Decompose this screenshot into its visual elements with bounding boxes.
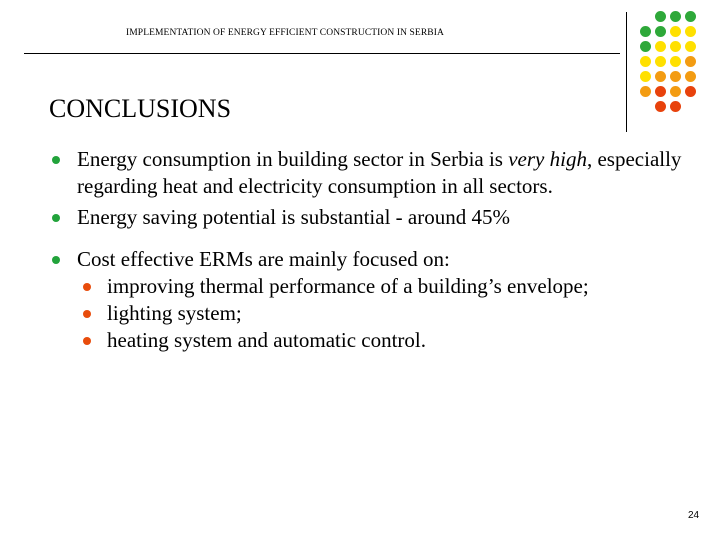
header-title: IMPLEMENTATION OF ENERGY EFFICIENT CONSTRUCTION IN SERBIA: [126, 28, 444, 38]
bullet-dot-icon: [52, 214, 60, 222]
decorative-dot: [685, 71, 696, 82]
decorative-dot: [670, 11, 681, 22]
bullet-list: [49, 146, 689, 354]
decorative-dot: [670, 101, 681, 112]
decorative-dot: [640, 56, 651, 67]
decorative-dot: [655, 11, 666, 22]
decorative-dot: [640, 11, 651, 22]
sub-bullet-item: [77, 273, 689, 300]
sub-bullet-dot-icon: [83, 337, 91, 345]
decorative-dot: [685, 101, 696, 112]
decorative-dot: [670, 26, 681, 37]
decorative-dot: [655, 86, 666, 97]
bullet-text: Energy saving potential is substantial - around 45%: [77, 205, 510, 229]
decorative-dot: [685, 56, 696, 67]
sub-bullet-item: [77, 327, 689, 354]
page-number: 24: [688, 510, 700, 521]
decorative-dot: [655, 56, 666, 67]
slide-title: CONCLUSIONS: [49, 94, 232, 123]
decorative-dot: [640, 41, 651, 52]
bullet-item-energy-consumption: [49, 146, 689, 200]
decorative-dot: [670, 56, 681, 67]
sub-bullet-text: lighting system;: [107, 301, 242, 325]
decorative-dot: [640, 71, 651, 82]
bullet-text-post: , especially regarding heat and electricity consumption in all sectors.: [77, 147, 682, 198]
decorative-dot: [640, 86, 651, 97]
decorative-dot: [640, 26, 651, 37]
sub-bullet-text: heating system and automatic control.: [107, 328, 426, 352]
bullet-item-saving-potential: [49, 204, 689, 231]
sub-bullet-list: [77, 273, 689, 354]
decorative-dot: [655, 71, 666, 82]
header-divider: [24, 53, 620, 54]
sub-bullet-dot-icon: [83, 310, 91, 318]
decorative-dot: [670, 71, 681, 82]
decorative-dot: [685, 26, 696, 37]
decorative-dot: [655, 101, 666, 112]
bullet-text: Cost effective ERMs are mainly focused on:: [77, 247, 450, 271]
decorative-dot: [655, 41, 666, 52]
decorative-dot: [670, 41, 681, 52]
bullet-item-erms: [49, 246, 689, 354]
decorative-dot: [655, 26, 666, 37]
decorative-dot: [670, 86, 681, 97]
sub-bullet-item: [77, 300, 689, 327]
bullet-dot-icon: [52, 156, 60, 164]
decorative-dot: [640, 101, 651, 112]
decorative-dot: [685, 11, 696, 22]
decorative-dot: [685, 41, 696, 52]
bullet-text-pre: Energy consumption in building sector in Serbia is: [77, 147, 509, 171]
sub-bullet-text: improving thermal performance of a building’s envelope;: [107, 274, 589, 298]
bullet-dot-icon: [52, 256, 60, 264]
decorative-dot-grid: [640, 11, 696, 112]
bullet-text-emphasis: very high: [508, 147, 587, 171]
vertical-divider: [626, 12, 627, 132]
sub-bullet-dot-icon: [83, 283, 91, 291]
decorative-dot: [685, 86, 696, 97]
